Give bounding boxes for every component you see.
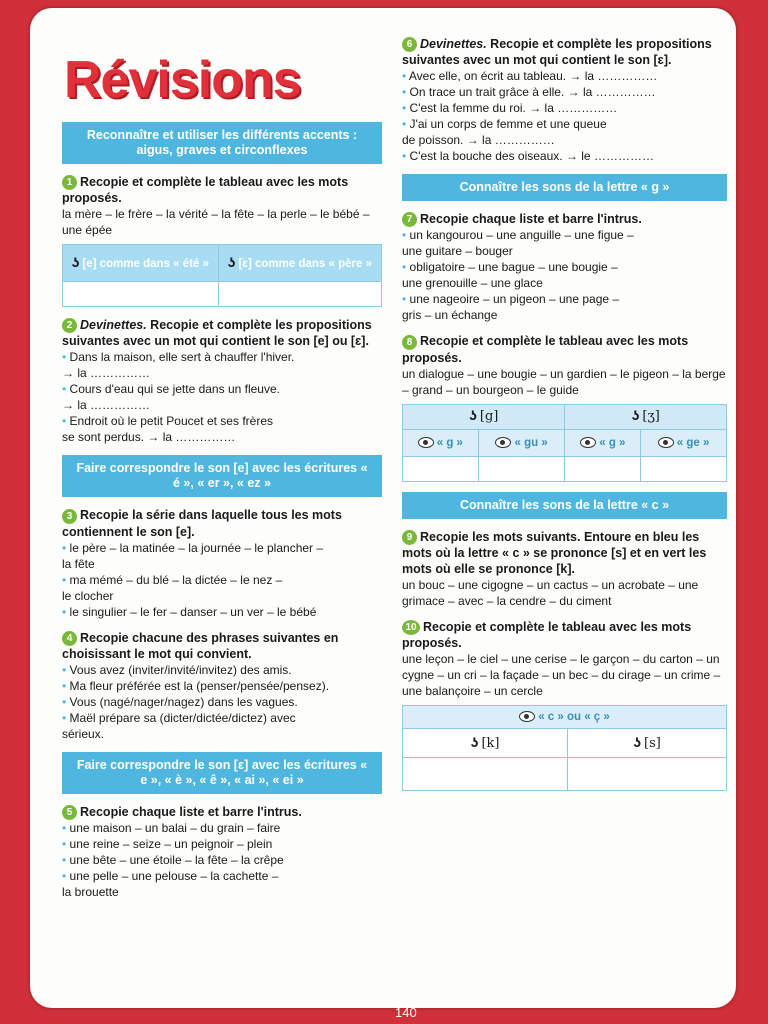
- eye-icon: [580, 437, 596, 448]
- riddle-line: • Cours d'eau qui se jette dans un fleuve.: [62, 381, 382, 397]
- exercise-1-table: [62, 244, 382, 307]
- left-column: [62, 8, 382, 910]
- ear-icon: ʖ: [469, 407, 477, 424]
- table-header: ʖ [ʒ]: [565, 404, 727, 429]
- table-cell: [568, 758, 727, 791]
- sentence-line: • Maël prépare sa (dicter/dictée/dictez) avec: [62, 710, 382, 726]
- list-line: • obligatoire – une bague – une bougie –: [402, 259, 727, 275]
- exercise-number: 4: [62, 631, 77, 646]
- sentence-line: • Ma fleur préférée est la (penser/pensée/pensez).: [62, 678, 382, 694]
- sentence-line: • Vous (nagé/nager/nagez) dans les vagues.: [62, 694, 382, 710]
- exercise-number: 3: [62, 509, 77, 524]
- exercise-8-table: [402, 404, 727, 482]
- riddle-line: → la ……………: [62, 366, 151, 381]
- exercise-3: [62, 507, 382, 619]
- ear-icon: ʖ: [470, 734, 479, 751]
- table-cell: [218, 282, 381, 307]
- eye-icon: [418, 437, 434, 448]
- section-banner-accents: Reconnaître et utiliser les différents accents : aigus, graves et circonflexes: [62, 122, 382, 164]
- list-line: une guitare – bouger: [402, 244, 513, 259]
- exercise-number: 10: [402, 620, 420, 635]
- page-number: 140: [395, 1005, 417, 1020]
- riddle-line: → la ……………: [62, 398, 151, 413]
- exercise-8-words: un dialogue – une bougie – un gardien – le pigeon – la berge – grand – un bourgeon – le guide: [402, 366, 726, 397]
- ear-icon: ʖ: [633, 734, 642, 751]
- list-line: gris – un échange: [402, 308, 498, 323]
- table-cell: [478, 456, 565, 481]
- exercise-4: [62, 630, 382, 742]
- table-header: ʖ [ɛ] comme dans « père »: [218, 245, 381, 282]
- list-line: • une reine – seize – un peignoir – plein: [62, 836, 382, 852]
- exercise-3-instruction: 3 Recopie la série dans laquelle tous les mots contiennent le son [e].: [62, 508, 342, 539]
- exercise-6: [402, 36, 727, 164]
- list-line: • une pelle – une pelouse – la cachette –: [62, 868, 382, 884]
- exercise-9: [402, 529, 727, 609]
- list-line: • le singulier – le fer – danser – un ver – le bébé: [62, 604, 382, 620]
- exercise-1: [62, 174, 382, 307]
- exercise-7: [402, 211, 727, 323]
- exercise-7-instruction: 7 Recopie chaque liste et barre l'intrus.: [402, 211, 727, 227]
- table-cell: [63, 282, 219, 307]
- page-title: Révisions: [64, 51, 301, 109]
- eye-icon: [495, 437, 511, 448]
- ear-icon: ʖ: [631, 407, 640, 424]
- exercise-6-instruction: 6 Devinettes. Recopie et complète les propositions suivantes avec un mot qui contient le son [ɛ].: [402, 37, 712, 68]
- table-subheader: ʖ [k]: [403, 729, 568, 758]
- exercise-9-words: un bouc – une cigogne – un cactus – un acrobate – une grimace – avec – la cendre – du ciment: [402, 577, 699, 608]
- exercise-10-instruction: 10 Recopie et complète le tableau avec les mots proposés.: [402, 619, 692, 651]
- exercise-4-instruction: 4 Recopie chacune des phrases suivantes en choisissant le mot qui convient.: [62, 630, 339, 661]
- table-subheader: « g »: [565, 429, 641, 456]
- section-banner-letter-c: Connaître les sons de la lettre « c »: [402, 492, 727, 519]
- sentence-line: • Vous avez (inviter/invité/invitez) des amis.: [62, 662, 382, 678]
- exercise-8: [402, 333, 727, 481]
- section-banner-letter-g: Connaître les sons de la lettre « g »: [402, 174, 727, 201]
- exercise-number: 5: [62, 805, 77, 820]
- exercise-2-instruction: 2 Devinettes. Recopie et complète les propositions suivantes avec un mot qui contient le son [e] ou [ɛ].: [62, 318, 372, 349]
- riddle-line: • C'est la bouche des oiseaux. → le ……………: [402, 148, 727, 164]
- table-header: ʖ [g]: [403, 404, 565, 429]
- exercise-number: 9: [402, 530, 417, 545]
- exercise-number: 1: [62, 175, 77, 190]
- table-subheader: « gu »: [478, 429, 565, 456]
- list-line: le clocher: [62, 588, 114, 603]
- exercise-2: [62, 317, 382, 445]
- list-line: la brouette: [62, 885, 119, 900]
- exercise-5: [62, 804, 382, 900]
- exercise-10-words: une leçon – le ciel – une cerise – le garçon – du carton – un cygne – un cri – la façade – un bec – du cirage – un crime – une balançoire – un cercle: [402, 652, 721, 699]
- exercise-number: 7: [402, 212, 417, 227]
- eye-icon: [519, 711, 535, 722]
- exercise-10-table: [402, 705, 727, 791]
- exercise-1-words: la mère – le frère – la vérité – la fête – la perle – le bébé – une épée: [62, 207, 370, 238]
- table-subheader: ʖ [s]: [568, 729, 727, 758]
- list-line: • une bête – une étoile – la fête – la crêpe: [62, 852, 382, 868]
- list-line: • ma mémé – du blé – la dictée – le nez –: [62, 572, 382, 588]
- table-header: « c » ou « ç »: [403, 706, 727, 729]
- list-line: • un kangourou – une anguille – une figue –: [402, 227, 727, 243]
- riddle-line: se sont perdus. → la ……………: [62, 430, 236, 445]
- table-cell: [403, 758, 568, 791]
- exercise-number: 8: [402, 335, 417, 350]
- table-cell: [641, 456, 727, 481]
- exercise-1-instruction: 1 Recopie et complète le tableau avec les mots proposés.: [62, 175, 349, 206]
- table-cell: [403, 456, 479, 481]
- list-line: • une maison – un balai – du grain – faire: [62, 820, 382, 836]
- riddle-line: • Endroit où le petit Poucet et ses frères: [62, 413, 382, 429]
- ear-icon: ʖ: [71, 253, 80, 270]
- page: [30, 8, 736, 1008]
- ear-icon: ʖ: [227, 253, 236, 270]
- right-column: [402, 36, 727, 801]
- riddle-line: • On trace un trait grâce à elle. → la ……………: [402, 84, 727, 100]
- exercise-10: [402, 619, 727, 791]
- table-header: ʖ [e] comme dans « été »: [63, 245, 219, 282]
- eye-icon: [658, 437, 674, 448]
- list-line: une grenouille – une glace: [402, 276, 543, 291]
- list-line: • une nageoire – un pigeon – une page –: [402, 291, 727, 307]
- list-line: la fête: [62, 556, 95, 571]
- riddle-line: de poisson. → la ……………: [402, 133, 555, 148]
- exercise-8-instruction: 8 Recopie et complète le tableau avec les mots proposés.: [402, 334, 689, 365]
- riddle-line: • C'est la femme du roi. → la ……………: [402, 100, 727, 116]
- riddle-line: • Dans la maison, elle sert à chauffer l'hiver.: [62, 349, 382, 365]
- table-cell: [565, 456, 641, 481]
- table-subheader: « ge »: [641, 429, 727, 456]
- table-subheader: « g »: [403, 429, 479, 456]
- exercise-number: 6: [402, 37, 417, 52]
- exercise-number: 2: [62, 318, 77, 333]
- riddle-line: • J'ai un corps de femme et une queue: [402, 116, 727, 132]
- sentence-line: sérieux.: [62, 726, 105, 741]
- section-banner-sound-open-e: Faire correspondre le son [ɛ] avec les écritures « e », « è », « ê », « ai », « ei »: [62, 752, 382, 794]
- riddle-line: • Avec elle, on écrit au tableau. → la ……………: [402, 68, 727, 84]
- exercise-5-instruction: 5 Recopie chaque liste et barre l'intrus.: [62, 804, 382, 820]
- section-banner-sound-e: Faire correspondre le son [e] avec les écritures « é », « er », « ez »: [62, 455, 382, 497]
- list-line: • le père – la matinée – la journée – le plancher –: [62, 540, 382, 556]
- exercise-9-instruction: 9 Recopie les mots suivants. Entoure en bleu les mots où la lettre « c » se prononce [s] et en vert les mots où elle se prononce [k].: [402, 529, 707, 576]
